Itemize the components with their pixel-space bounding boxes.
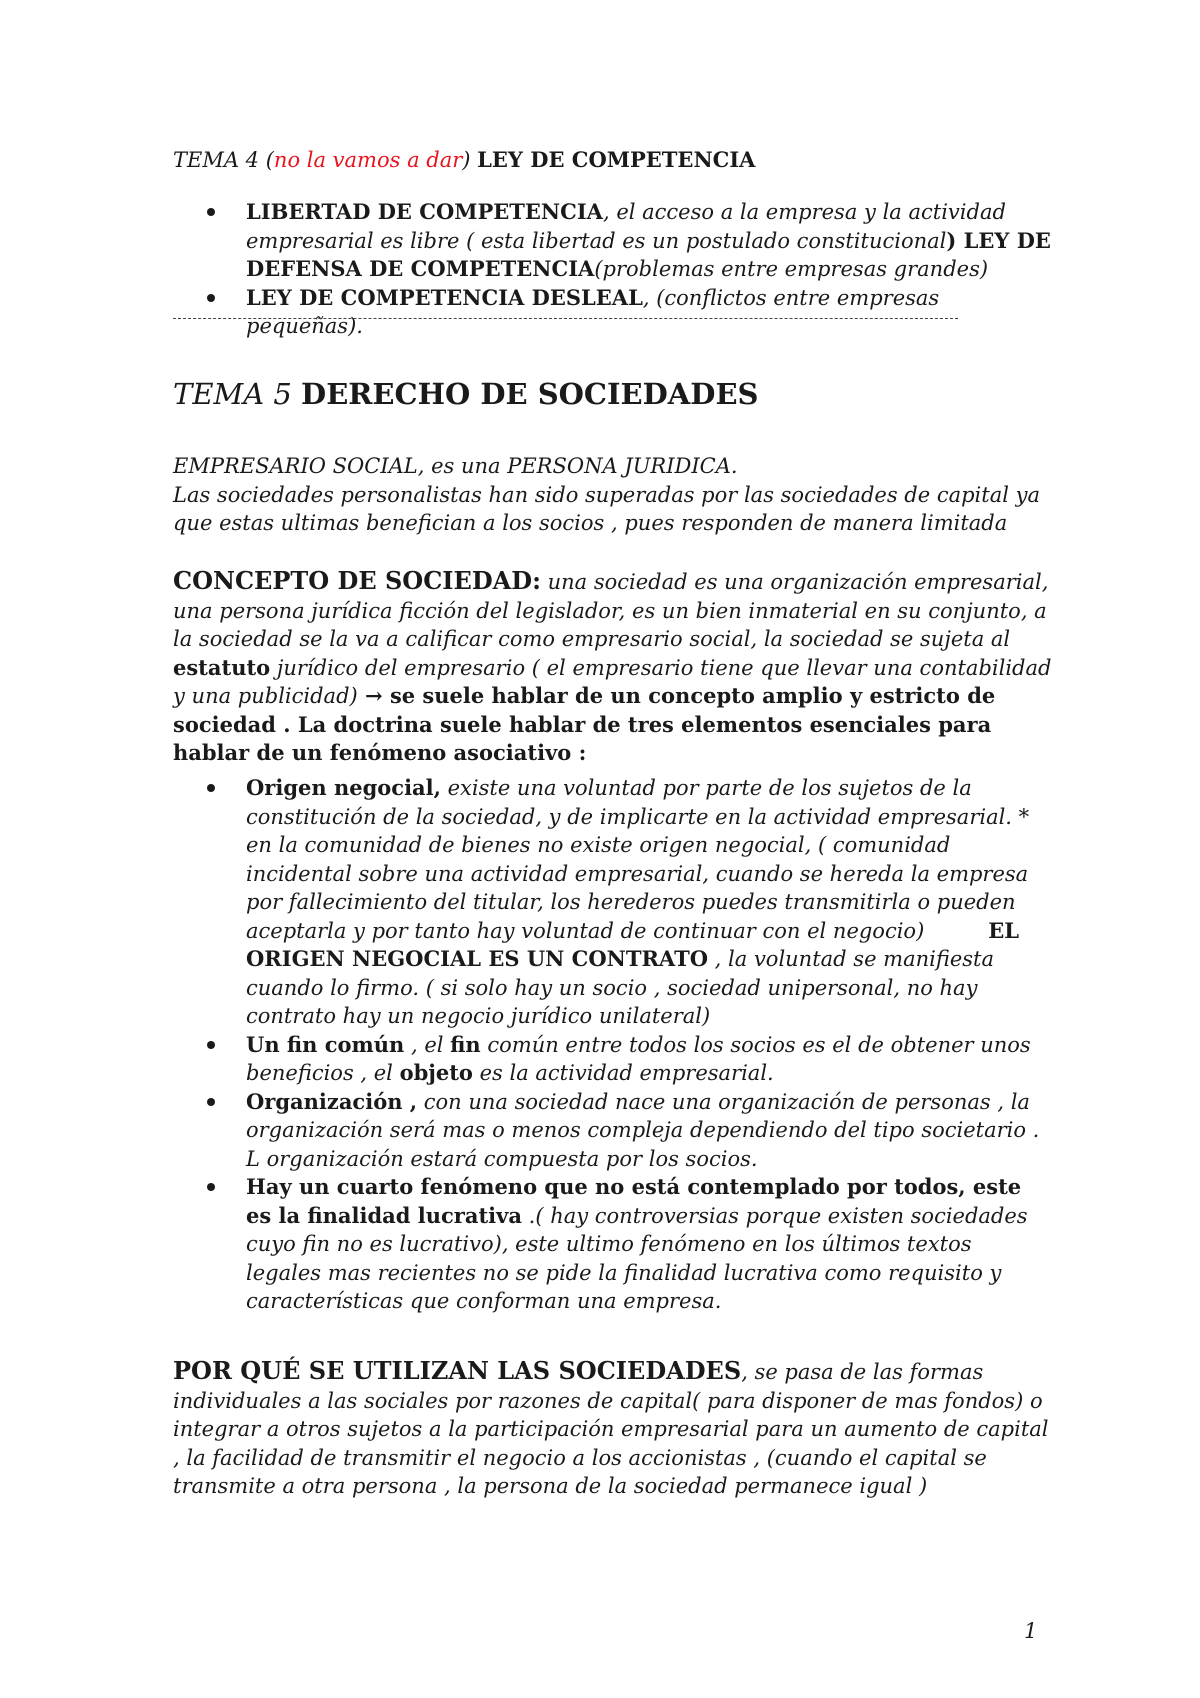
porque-text: , se pasa de las formas individuales a las sociales por razones de capital( para disponer de mas fondos) o integrar a otros sujetos a la participación empresarial para un aumento de capital , la facilidad de transmitir el negocio a los accionistas , (cuando el capital se transmite a otra persona , la persona de la sociedad permanece igual ) <box>173 1360 1049 1498</box>
list-item <box>173 1173 1053 1316</box>
tema5-intro <box>173 452 1053 538</box>
concepto-text-2: jurídico del empresario ( el empresario tiene que llevar una contabilidad y una publicidad) <box>173 655 1052 708</box>
desleal-text: , (conflictos entre empresas pequeñas). <box>246 285 940 338</box>
concepto-paragraph <box>173 566 1053 768</box>
tema4-note: no la vamos a dar <box>273 148 463 172</box>
objeto-bold: objeto <box>399 1060 473 1085</box>
concepto-bold-1: estatuto <box>173 654 271 680</box>
origen-bold: EL ORIGEN NEGOCIAL ES UN CONTRATO <box>246 917 1020 971</box>
concepto-heading: CONCEPTO DE SOCIEDAD: <box>173 566 541 595</box>
libertad-label: LIBERTAD DE COMPETENCIA <box>246 199 603 224</box>
tema4-bullets <box>173 198 1053 341</box>
fin-bold: fin <box>450 1031 481 1057</box>
cuarto-text: .( hay controversias porque existen sociedades cuyo fin no es lucrativo), este ultimo fenómeno en los últimos textos legales mas recientes no se pide la finalidad lucrativa como requisito y características que conforman una empresa. <box>246 1203 1028 1313</box>
elementos-list <box>173 774 1053 1316</box>
fin-text-2: común entre todos los socios es el de obtener unos beneficios , el <box>246 1032 1031 1085</box>
tema5-main-title: DERECHO DE SOCIEDADES <box>301 377 759 411</box>
libertad-text: , el acceso a la empresa y la actividad empresarial es libre ( esta libertad es un postulado constitucional <box>246 200 1006 253</box>
fin-label: Un fin común <box>246 1031 405 1057</box>
fin-text-3: es la actividad empresarial. <box>472 1061 774 1085</box>
cuarto-label: Hay un cuarto fenómeno que no está contemplado por todos, este es la finalidad lucrativa <box>246 1174 1022 1228</box>
defensa-label: ) LEY DE DEFENSA DE COMPETENCIA <box>246 227 1051 281</box>
desleal-label: LEY DE COMPETENCIA DESLEAL <box>246 284 643 310</box>
list-item <box>173 284 1053 341</box>
tema5-label: TEMA 5 <box>173 377 292 411</box>
defensa-text: (problemas entre empresas grandes) <box>594 257 989 281</box>
list-item <box>173 198 1053 284</box>
porque-heading: POR QUÉ SE UTILIZAN LAS SOCIEDADES <box>173 1356 742 1385</box>
intro-line-1: EMPRESARIO SOCIAL, es una PERSONA JURIDICA. <box>173 454 738 478</box>
origen-text-2: , la voluntad se manifiesta cuando lo firmo. ( si solo hay un socio , sociedad unipersonal, no hay contrato hay un negocio jurídico unilateral) <box>246 947 995 1028</box>
list-item <box>173 1031 1053 1088</box>
tema5-title <box>173 376 1053 412</box>
origen-label: Origen negocial, <box>246 775 441 800</box>
list-item <box>173 1088 1053 1174</box>
tema4-close: ) <box>462 148 471 172</box>
page-number: 1 <box>1024 1619 1038 1643</box>
fin-text-1: , el <box>404 1032 451 1057</box>
tema4-label: TEMA 4 ( <box>173 148 274 172</box>
concepto-text-1: una sociedad es una organización empresarial, una persona jurídica ficción del legislador, es un bien inmaterial en su conjunto, a la sociedad se la va a calificar como empresario social, la sociedad se sujeta al <box>173 570 1049 651</box>
origen-text-1: existe una voluntad por parte de los sujetos de la constitución de la sociedad, y de implicarte en la actividad empresarial. * en la comunidad de bienes no existe origen negocial, ( comunidad incidental sobre una actividad empresarial, cuando se hereda la empresa por fallecimiento del titular, los herederos puedes transmitirla o pueden aceptarla y por tanto hay voluntad de continuar con el negocio) <box>246 776 1030 943</box>
tema4-main-title: LEY DE COMPETENCIA <box>477 147 756 172</box>
organizacion-label: Organización , <box>246 1088 418 1114</box>
organizacion-text: con una sociedad nace una organización de personas , la organización será mas o menos compleja dependiendo del tipo societario . L organización estará compuesta por los socios. <box>246 1089 1040 1171</box>
arrow-icon: → <box>357 683 390 708</box>
porque-paragraph <box>173 1356 1053 1501</box>
intro-line-2: Las sociedades personalistas han sido superadas por las sociedades de capital ya que estas ultimas benefician a los socios , pues responden de manera limitada <box>173 482 1040 535</box>
tema4-title <box>173 146 1053 175</box>
section-divider <box>173 318 958 319</box>
concepto-bold-2: se suele hablar de un concepto amplio y estricto de sociedad . La doctrina suele hablar de tres elementos esenciales para hablar de un fenómeno asociativo : <box>173 683 996 765</box>
list-item <box>173 774 1053 1031</box>
